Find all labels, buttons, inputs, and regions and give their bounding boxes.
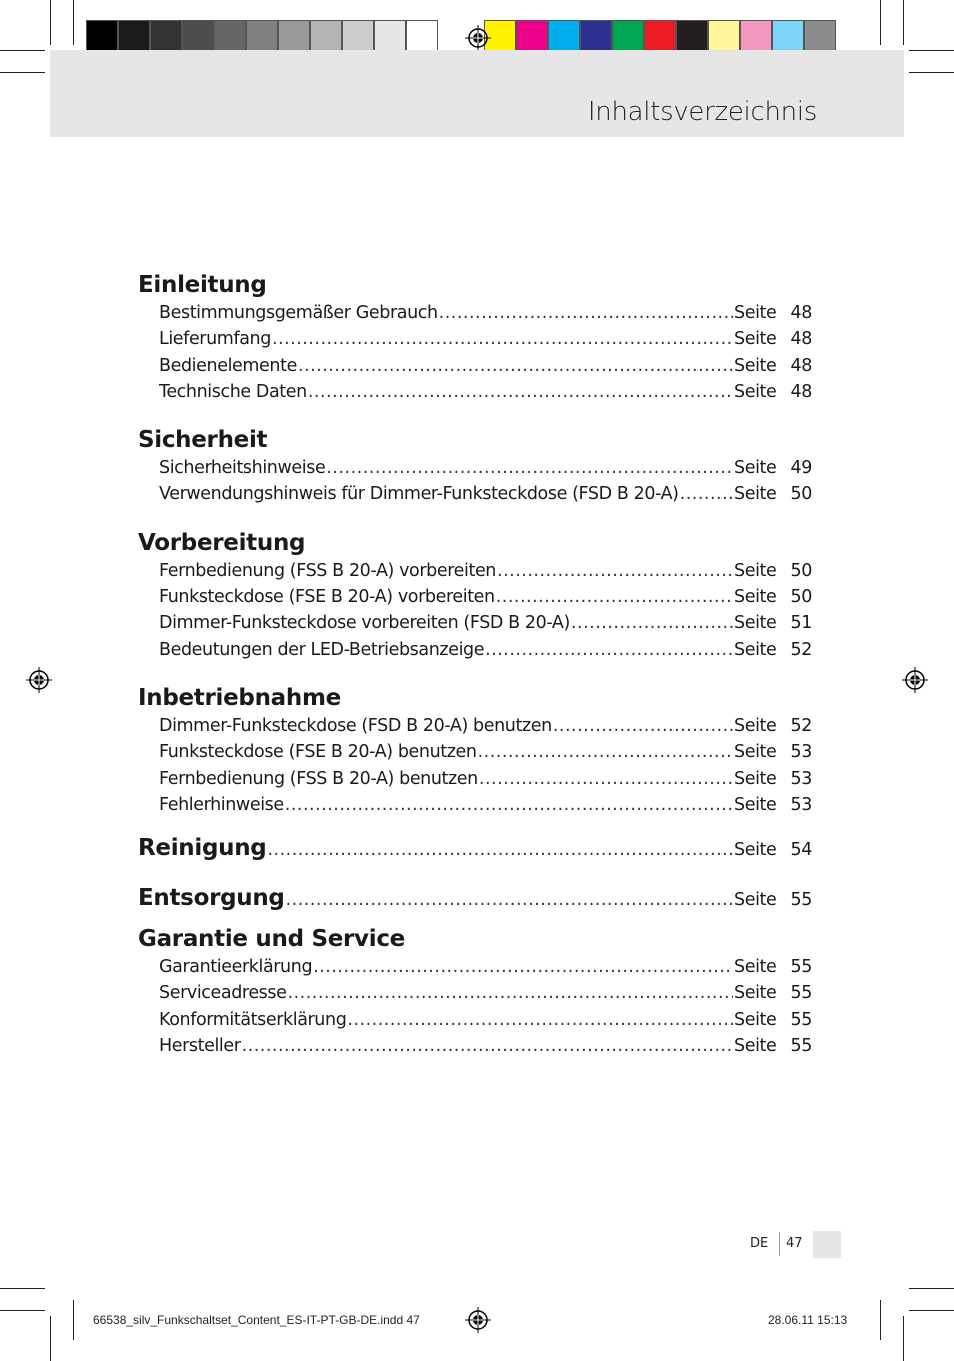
toc-entry-label: Garantieerklärung: [159, 957, 313, 978]
page-number: 48: [790, 381, 812, 402]
page-prefix: Seite: [734, 329, 777, 350]
footer-thumb-tab: [813, 1231, 841, 1258]
toc-entry-label: Bestimmungsgemäßer Gebrauch: [159, 303, 438, 323]
toc-entry[interactable]: [159, 713, 812, 739]
toc-entry-label: Bedienelemente: [159, 355, 297, 376]
dot-leader: [326, 455, 733, 481]
dot-leader: [285, 792, 733, 818]
toc-section-title: Garantie und Service: [138, 926, 405, 953]
gray-swatch: [118, 20, 150, 53]
page-number: 54: [790, 840, 812, 861]
toc-entry[interactable]: [159, 558, 812, 584]
page-number: 51: [790, 613, 812, 634]
crop-mark: [0, 1310, 45, 1311]
footer-language: DE: [750, 1236, 769, 1251]
crop-mark: [0, 1288, 45, 1289]
toc-entry[interactable]: [159, 637, 812, 663]
gray-swatch: [182, 20, 214, 53]
registration-mark-icon: [465, 25, 491, 51]
toc-entry-label: Fernbedienung (FSS B 20-A) benutzen: [159, 768, 478, 789]
page-prefix: Seite: [734, 983, 777, 1004]
dot-leader: [553, 713, 733, 739]
crop-mark: [909, 1310, 954, 1311]
gray-swatch: [278, 20, 310, 53]
toc-section-title: Entsorgung: [138, 885, 285, 912]
toc-entry-label: Sicherheitshinweise: [159, 458, 326, 479]
color-swatch: [676, 20, 708, 53]
page-prefix: Seite: [734, 957, 777, 978]
toc-section: [138, 924, 812, 1059]
page-prefix: Seite: [734, 587, 777, 608]
color-swatch: [708, 20, 740, 53]
toc-section-title: Sicherheit: [138, 427, 268, 454]
page-prefix: Seite: [734, 794, 777, 815]
page-prefix: Seite: [734, 639, 777, 660]
page-number: 55: [790, 983, 812, 1004]
page-number: 53: [790, 768, 812, 789]
page-number: 48: [790, 303, 812, 323]
registration-mark-icon: [26, 667, 52, 693]
toc-entry[interactable]: [159, 353, 812, 379]
toc-entry-label: Funksteckdose (FSE B 20-A) benutzen: [159, 742, 477, 763]
toc-entry-label: Serviceadresse: [159, 983, 287, 1004]
toc-entry[interactable]: [159, 1007, 812, 1033]
toc-entry[interactable]: [159, 739, 812, 765]
toc-section: [138, 528, 812, 663]
dot-leader: [680, 481, 733, 507]
toc-entry-label: Technische Daten: [159, 381, 307, 402]
crop-mark: [880, 0, 881, 45]
gray-swatch: [150, 20, 182, 53]
page-prefix: Seite: [734, 715, 777, 736]
crop-mark: [0, 50, 45, 51]
page-prefix: Seite: [734, 890, 777, 911]
gray-swatch: [374, 20, 406, 53]
crop-mark: [903, 0, 904, 45]
page-number: 50: [790, 560, 812, 581]
dot-leader: [571, 610, 733, 636]
crop-mark: [50, 1316, 51, 1361]
table-of-contents: [138, 270, 812, 1059]
toc-entry[interactable]: [159, 481, 812, 507]
color-swatch: [548, 20, 580, 53]
dot-leader: [308, 379, 733, 405]
page-number: 55: [790, 890, 812, 911]
toc-entry-label: Dimmer-Funksteckdose (FSD B 20-A) benutzen: [159, 715, 552, 736]
crop-mark: [909, 1288, 954, 1289]
page-prefix: Seite: [734, 613, 777, 634]
color-swatch: [612, 20, 644, 53]
page-number: 55: [790, 957, 812, 978]
dot-leader: [298, 353, 733, 379]
page-number: 50: [790, 587, 812, 608]
page-prefix: Seite: [734, 381, 777, 402]
toc-section-row[interactable]: [138, 878, 812, 918]
page-number: 50: [790, 484, 812, 505]
toc-section-row[interactable]: [138, 828, 812, 868]
crop-mark: [0, 72, 45, 73]
page-title: Inhaltsverzeichnis: [587, 97, 817, 127]
page-number: 55: [790, 1009, 812, 1030]
toc-section: [138, 270, 812, 405]
color-swatch: [804, 20, 836, 53]
toc-entry[interactable]: [159, 980, 812, 1006]
color-swatch: [740, 20, 772, 53]
page-prefix: Seite: [734, 458, 777, 479]
toc-entry-label: Lieferumfang: [159, 329, 271, 350]
page-prefix: Seite: [734, 355, 777, 376]
dot-leader: [267, 830, 733, 870]
slug-date: 28.06.11 15:13: [768, 1313, 848, 1327]
dot-leader: [485, 637, 733, 663]
page-prefix: Seite: [734, 1009, 777, 1030]
crop-mark: [903, 1316, 904, 1361]
toc-section: [138, 828, 812, 868]
page-prefix: Seite: [734, 768, 777, 789]
gray-swatch: [246, 20, 278, 53]
toc-entry[interactable]: [159, 610, 812, 636]
dot-leader: [479, 766, 733, 792]
toc-entry-label: Verwendungshinweis für Dimmer-Funksteckdose (FSD B 20-A): [159, 484, 679, 505]
dot-leader: [288, 980, 734, 1006]
toc-entry[interactable]: [159, 379, 812, 405]
toc-entry-label: Konformitätserklärung: [159, 1009, 347, 1030]
page-number: 48: [790, 329, 812, 350]
page-prefix: Seite: [734, 1036, 777, 1057]
page-number: 52: [790, 639, 812, 660]
crop-mark: [909, 50, 954, 51]
toc-entry-label: Bedeutungen der LED-Betriebsanzeige: [159, 639, 485, 660]
toc-entry[interactable]: [159, 300, 812, 326]
crop-mark: [909, 72, 954, 73]
dot-leader: [496, 584, 733, 610]
color-swatch: [644, 20, 676, 53]
toc-entry-label: Hersteller: [159, 1036, 241, 1057]
toc-section-title: Einleitung: [138, 272, 267, 298]
toc-section: [138, 878, 812, 918]
page-prefix: Seite: [734, 560, 777, 581]
crop-mark: [73, 0, 74, 45]
toc-entry[interactable]: [159, 954, 812, 980]
page-number: 53: [790, 794, 812, 815]
page-number: 48: [790, 355, 812, 376]
toc-entry[interactable]: [159, 455, 812, 481]
toc-entry-label: Dimmer-Funksteckdose vorbereiten (FSD B 20-A): [159, 613, 570, 634]
crop-mark: [50, 0, 51, 45]
dot-leader: [313, 954, 733, 980]
toc-entry-label: Fernbedienung (FSS B 20-A) vorbereiten: [159, 560, 496, 581]
gray-swatch: [86, 20, 118, 53]
dot-leader: [347, 1007, 733, 1033]
dot-leader: [272, 326, 733, 352]
toc-entry-label: Funksteckdose (FSE B 20-A) vorbereiten: [159, 587, 495, 608]
color-swatch: [772, 20, 804, 53]
dot-leader: [478, 739, 733, 765]
toc-section-title: Vorbereitung: [138, 529, 306, 556]
toc-entry-label: Fehlerhinweise: [159, 794, 284, 815]
dot-leader: [439, 300, 733, 326]
toc-section: [138, 683, 812, 818]
page-number: 55: [790, 1036, 812, 1057]
color-swatch: [580, 20, 612, 53]
color-swatch: [516, 20, 548, 53]
toc-entry[interactable]: [159, 584, 812, 610]
footer-page-number: 47: [786, 1236, 803, 1251]
toc-section: [138, 425, 812, 508]
page-number: 49: [790, 458, 812, 479]
toc-entry[interactable]: [159, 766, 812, 792]
toc-section-title: Inbetriebnahme: [138, 684, 341, 711]
page-prefix: Seite: [734, 303, 777, 323]
gray-swatch: [214, 20, 246, 53]
crop-mark: [880, 1300, 881, 1340]
registration-mark-icon: [465, 1307, 491, 1333]
crop-mark: [73, 1300, 74, 1340]
slug-filename: 66538_silv_Funkschaltset_Content_ES-IT-PT-GB-DE.indd 47: [93, 1313, 420, 1327]
dot-leader: [242, 1033, 733, 1059]
page-prefix: Seite: [734, 742, 777, 763]
dot-leader: [286, 880, 733, 920]
gray-swatch: [310, 20, 342, 53]
gray-swatch: [406, 20, 438, 53]
page-number: 53: [790, 742, 812, 763]
toc-entry[interactable]: [159, 1033, 812, 1059]
dot-leader: [497, 558, 733, 584]
page-prefix: Seite: [734, 484, 777, 505]
toc-section-title: Reinigung: [138, 835, 267, 862]
footer-divider: [779, 1232, 780, 1256]
page-number: 52: [790, 715, 812, 736]
registration-mark-icon: [902, 667, 928, 693]
toc-entry[interactable]: [159, 792, 812, 818]
page-prefix: Seite: [734, 840, 777, 861]
toc-entry[interactable]: [159, 326, 812, 352]
gray-swatch: [342, 20, 374, 53]
